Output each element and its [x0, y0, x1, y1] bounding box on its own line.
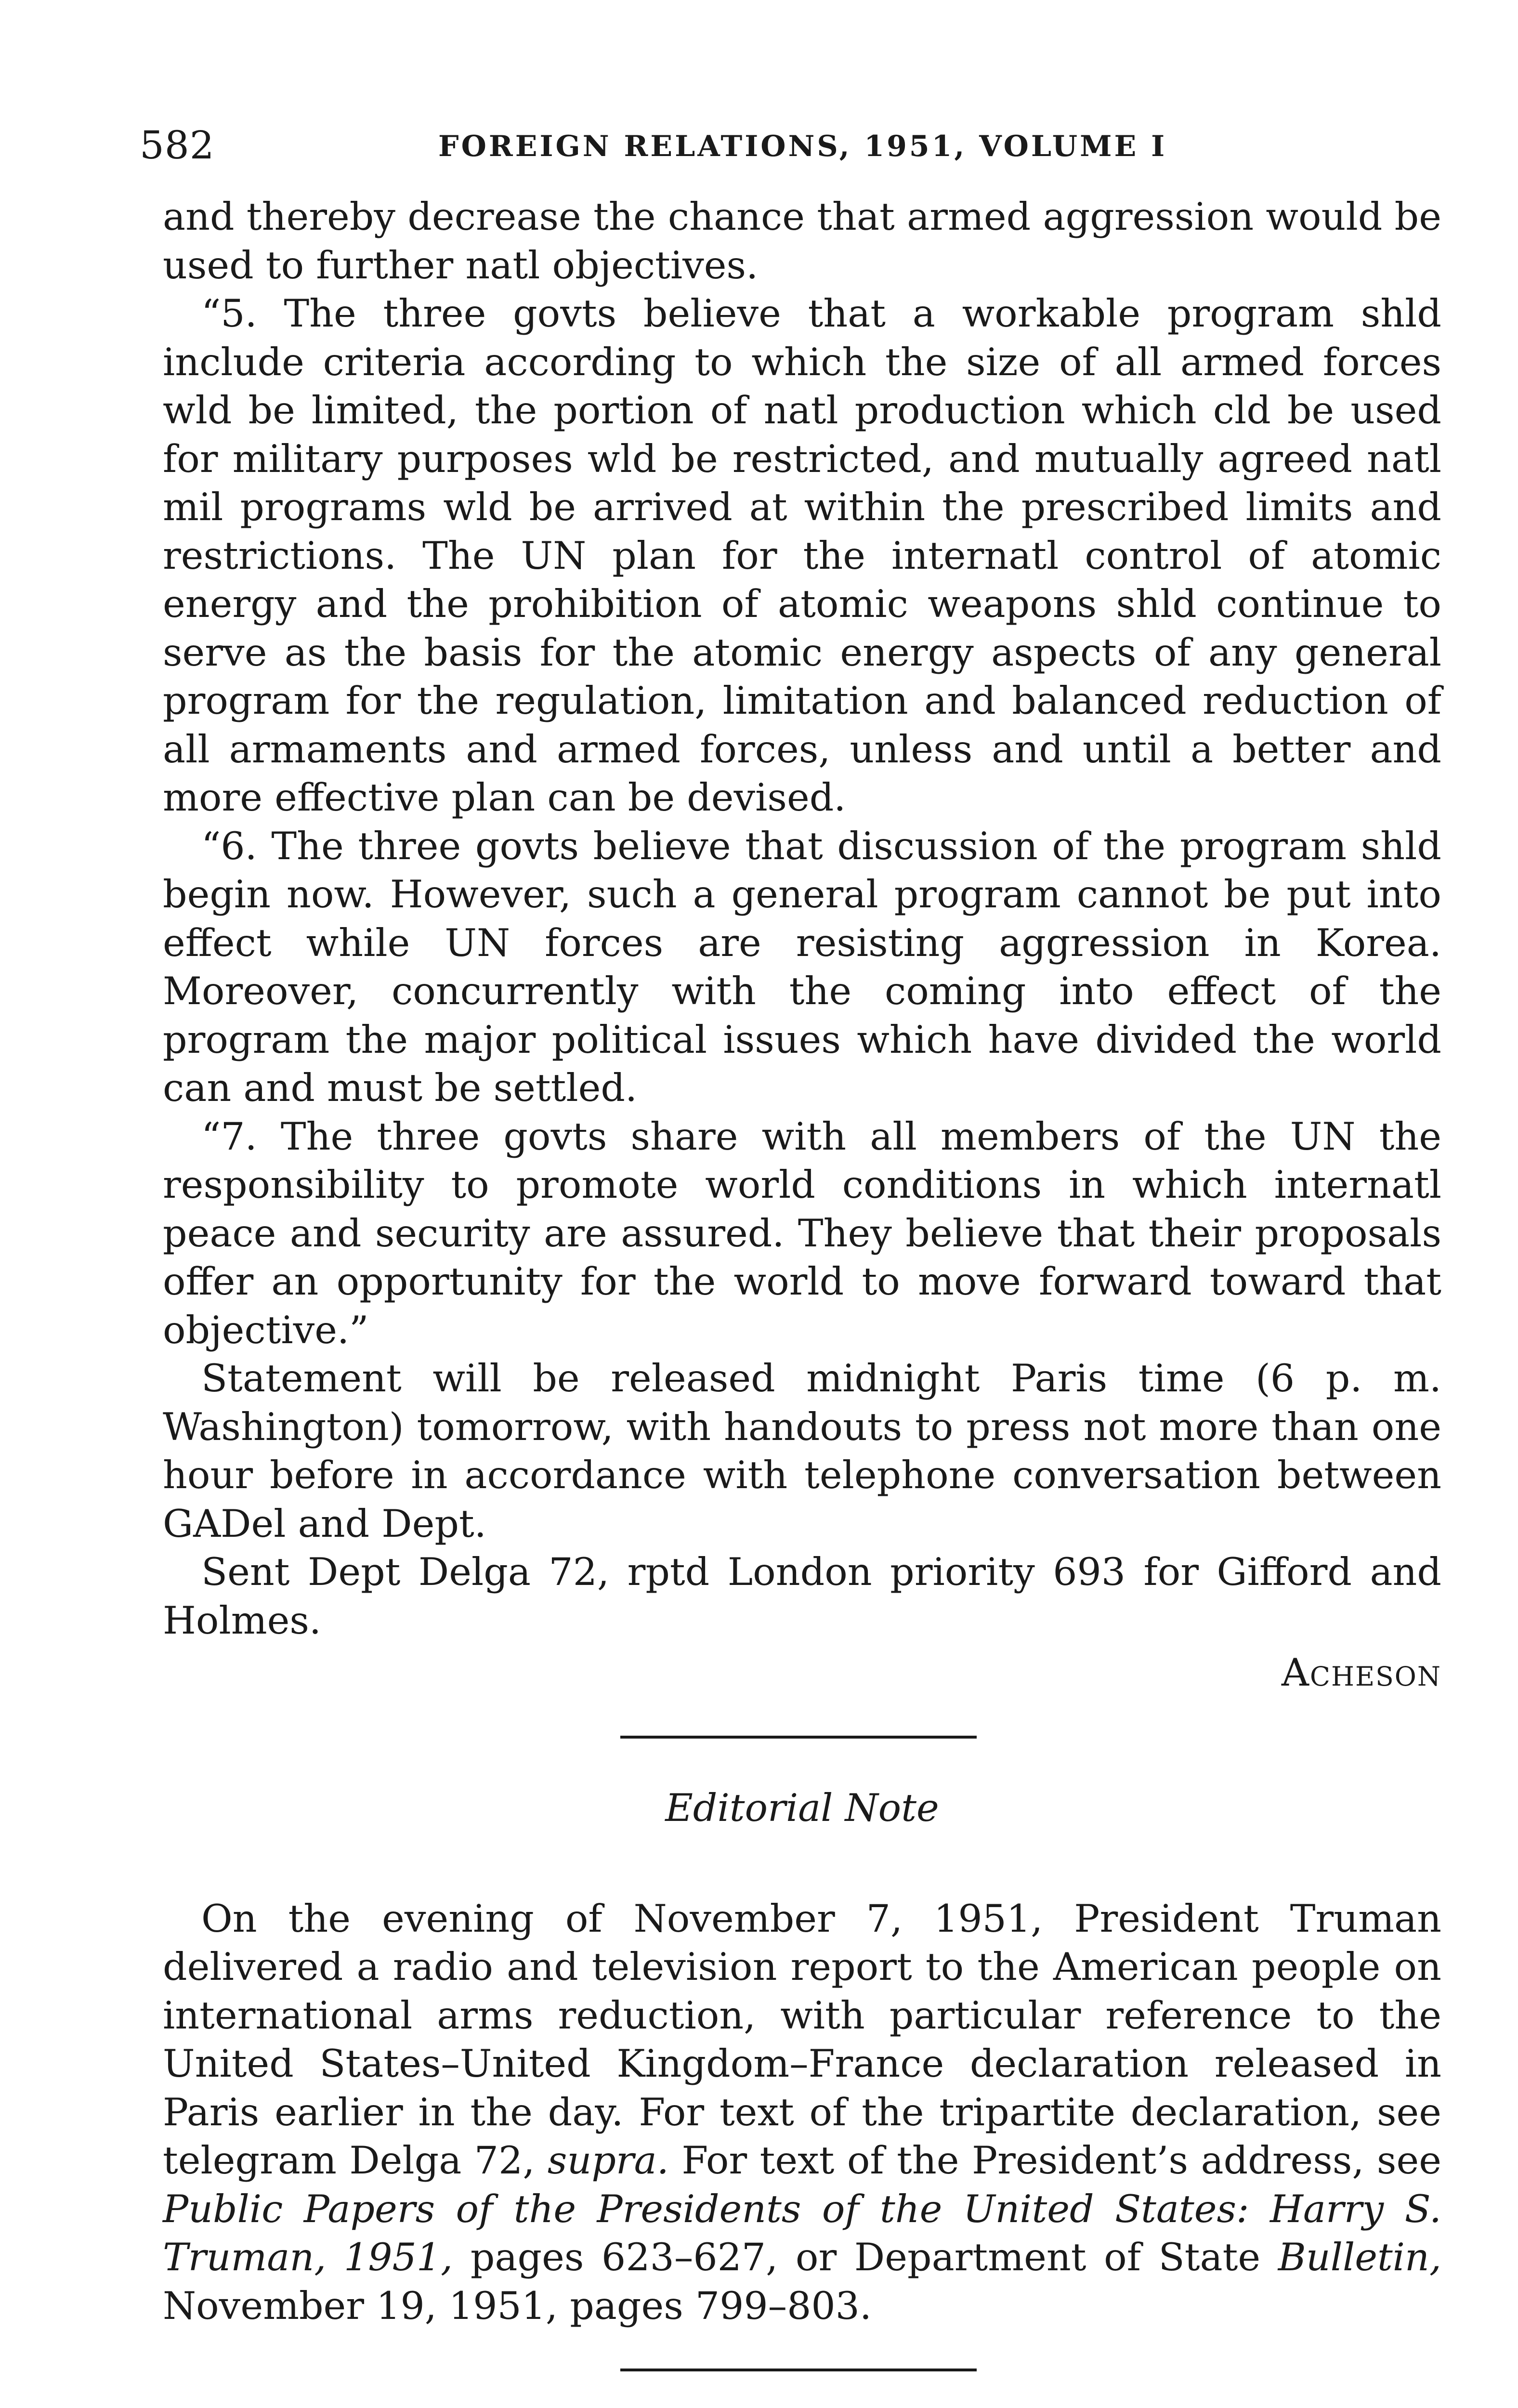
running-title: FOREIGN RELATIONS, 1951, VOLUME I — [438, 130, 1167, 163]
page-header — [140, 123, 1440, 176]
telegram-paragraph-6: “6. The three govts believe that discussion of the program shld begin now. However, such a general program cannot be put into effect while UN forces are resisting aggression in Korea. Moreover, concurrently with the coming into effect of the program the major political issues which have divided the world can and must be settled. — [163, 824, 1441, 1110]
telegram-paragraph-7: “7. The three govts share with all members of the UN the responsibility to promote world conditions in which internatl peace and security are assured. They believe that their proposals offer an opportunity for the world to move forward toward that objective.” — [163, 1114, 1441, 1352]
distribution-line: Sent Dept Delga 72, rptd London priority 693 for Gifford and Holmes. — [163, 1550, 1441, 1643]
release-statement: Statement will be released midnight Paris time (6 p. m. Washington) tomorrow, with handouts to press not more than one hour before in accordance with telephone conversation between GADel and Dept. — [163, 1356, 1441, 1546]
editorial-note-text: On the evening of November 7, 1951, President Truman delivered a radio and television report to the American people on international arms reduction, with particular reference to the United States–United Kingdom–France declaration released in Paris earlier in the day. For text of the tripartite declaration, see telegram Delga 72, supra. For text of the President’s address, see Public Papers of the Presidents of the United States: Harry S. Truman, 1951, pages 623–627, or Department of State Bulletin, November 19, 1951, pages 799–803. — [163, 1896, 1441, 2328]
editorial-note-title: Editorial Note — [665, 1785, 939, 1830]
section-divider — [163, 1697, 1441, 1769]
page-number: 582 — [140, 123, 215, 168]
section-divider — [163, 2330, 1441, 2402]
page-body — [163, 193, 1441, 2408]
signature: Acheson — [1281, 1650, 1441, 1695]
telegram-paragraph-continued: and thereby decrease the chance that armed aggression would be used to further natl objectives. — [163, 195, 1441, 288]
telegram-paragraph-5: “5. The three govts believe that a workable program shld include criteria according to which the size of all armed forces wld be limited, the portion of natl production which cld be used for military purposes wld be restricted, and mutually agreed natl mil programs wld be arrived at within the prescribed limits and restrictions. The UN plan for the internatl control of atomic energy and the prohibition of atomic weapons shld continue to serve as the basis for the atomic energy aspects of any general program for the regulation, limitation and balanced reduction of all armaments and armed forces, unless and until a better and more effective plan can be devised. — [163, 291, 1441, 820]
